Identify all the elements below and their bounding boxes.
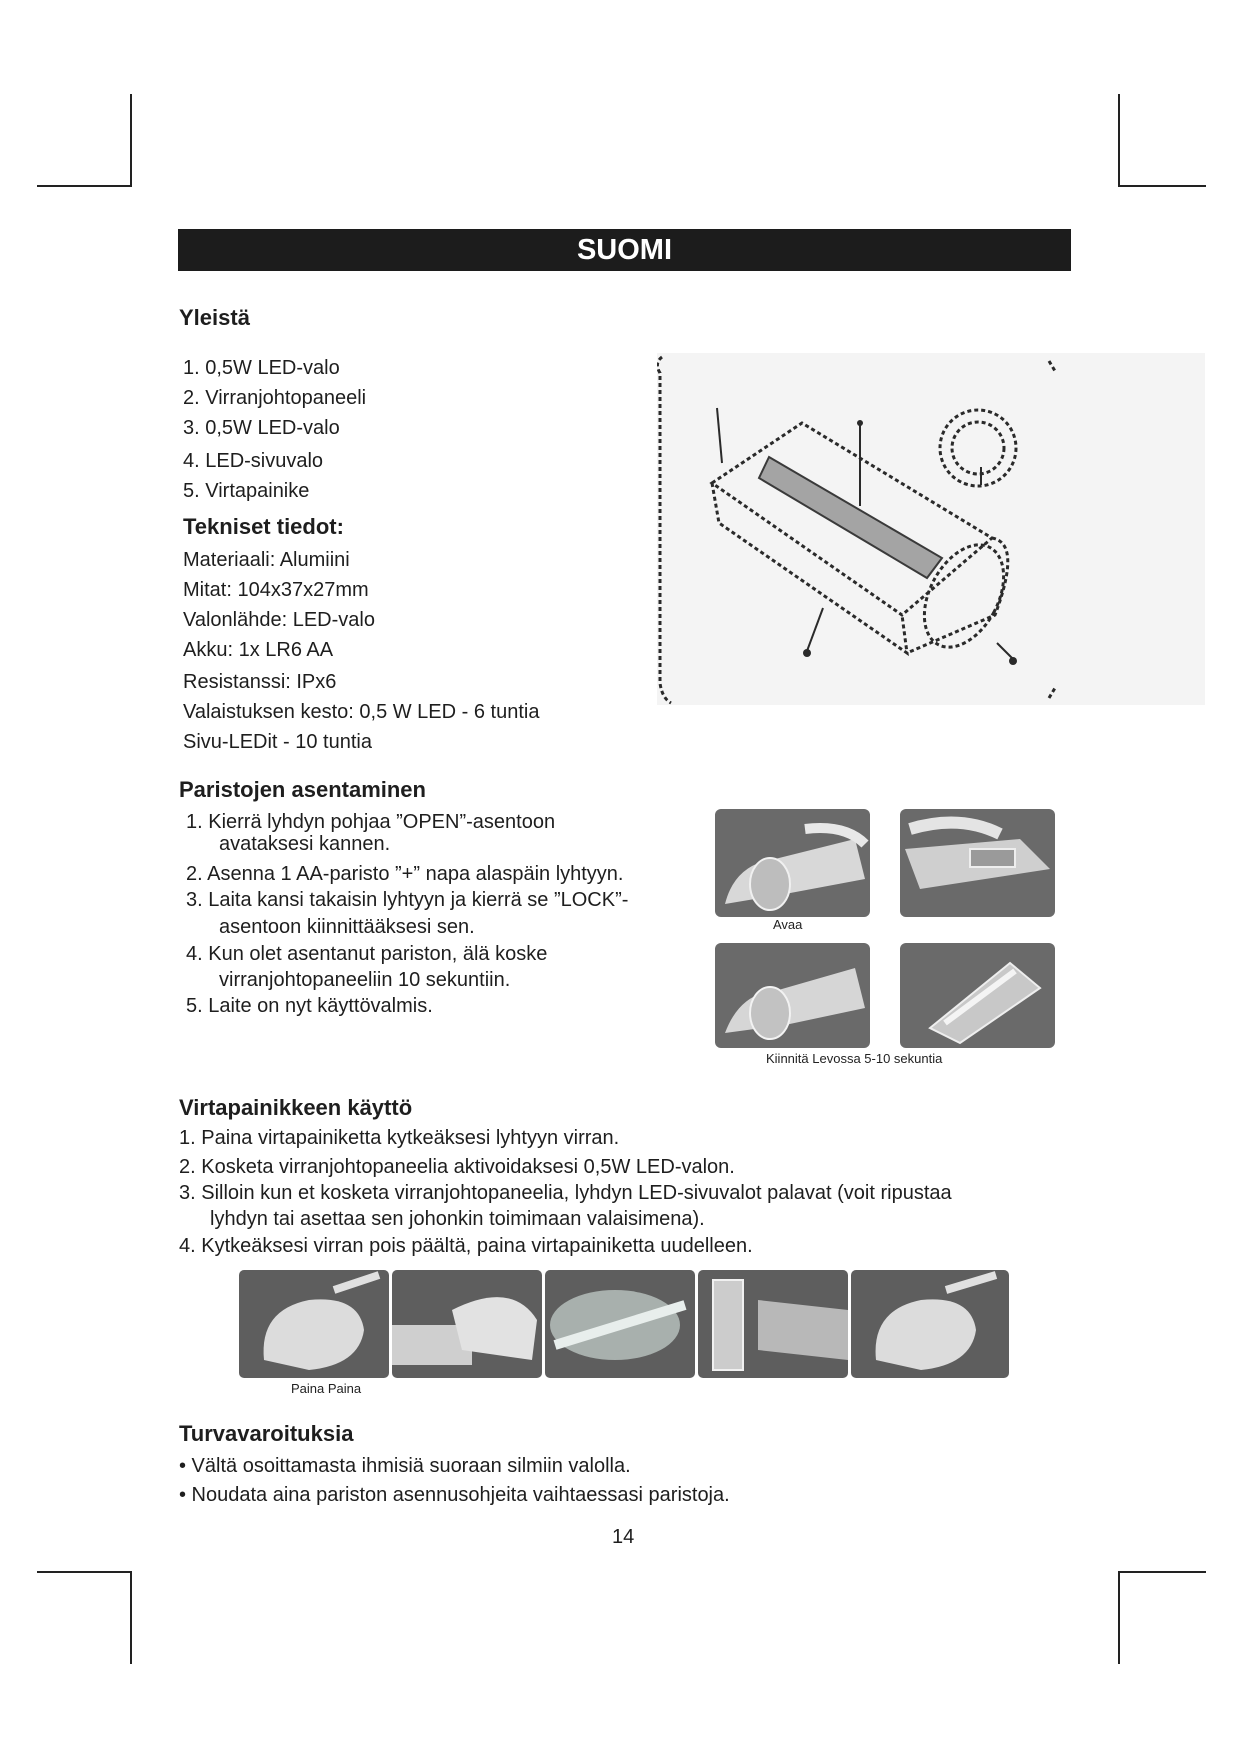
power-heading: Virtapainikkeen käyttö (179, 1095, 413, 1120)
photo-touch-panel (392, 1270, 542, 1378)
crop-mark-top-right-v (1118, 94, 1120, 186)
photo-insert-battery (900, 809, 1055, 917)
spec-line: Akku: 1x LR6 AA (183, 639, 334, 661)
photo-press-off (851, 1270, 1009, 1378)
photo-led-on (545, 1270, 695, 1378)
part-item: 5. Virtapainike (183, 480, 310, 502)
language-banner: SUOMI (178, 229, 1071, 271)
crop-mark-top-left-h (37, 185, 132, 187)
power-step: lyhdyn tai asettaa sen johonkin toimimaan valaisimena). (210, 1208, 705, 1230)
photo-side-leds (698, 1270, 848, 1378)
crop-mark-top-left-v (130, 94, 132, 186)
crop-mark-bottom-left-h (37, 1571, 132, 1573)
power-photo-strip (239, 1270, 1009, 1378)
battery-step: 4. Kun olet asentanut pariston, älä koske (186, 943, 548, 965)
spec-line: Resistanssi: IPx6 (183, 671, 337, 693)
power-step: 3. Silloin kun et kosketa virranjohtopaneelia, lyhdyn LED-sivuvalot palavat (voit ripustaa (179, 1182, 952, 1204)
part-item: 4. LED-sivuvalo (183, 450, 324, 472)
caption-press: Paina Paina (291, 1381, 362, 1396)
part-item: 1. 0,5W LED-valo (183, 357, 340, 379)
safety-item: • Vältä osoittamasta ihmisiä suoraan silmiin valolla. (179, 1455, 631, 1477)
power-step: 2. Kosketa virranjohtopaneelia aktivoidaksesi 0,5W LED-valon. (179, 1156, 735, 1178)
safety-heading: Turvavaroituksia (179, 1421, 354, 1446)
photo-lantern-ready (900, 943, 1055, 1048)
battery-step: 3. Laita kansi takaisin lyhtyyn ja kierrä se ”LOCK”- (186, 889, 629, 911)
spec-line: Mitat: 104x37x27mm (183, 579, 369, 601)
photo-press-button (239, 1270, 389, 1378)
spec-line: Sivu-LEDit - 10 tuntia (183, 731, 372, 753)
battery-step: 5. Laite on nyt käyttövalmis. (186, 995, 433, 1017)
spec-line: Valonlähde: LED-valo (183, 609, 375, 631)
general-heading: Yleistä (179, 305, 250, 330)
crop-mark-bottom-left-v (130, 1571, 132, 1664)
battery-step: avataksesi kannen. (219, 833, 391, 855)
crop-mark-top-right-h (1118, 185, 1206, 187)
battery-step: 2. Asenna 1 AA-paristo ”+” napa alaspäin lyhtyyn. (186, 863, 624, 885)
battery-heading: Paristojen asentaminen (179, 777, 426, 802)
photo-open-cap (715, 809, 870, 917)
page-number: 14 (612, 1526, 635, 1548)
photo-close-cap (715, 943, 870, 1048)
battery-step: asentoon kiinnittääksesi sen. (219, 916, 475, 938)
spec-line: Materiaali: Alumiini (183, 549, 350, 571)
power-step: 1. Paina virtapainiketta kytkeäksesi lyhtyyn virran. (179, 1127, 620, 1149)
part-item: 3. 0,5W LED-valo (183, 417, 340, 439)
spec-line: Valaistuksen kesto: 0,5 W LED - 6 tuntia (183, 701, 540, 723)
part-item: 2. Virranjohtopaneeli (183, 387, 367, 409)
battery-step: 1. Kierrä lyhdyn pohjaa ”OPEN”-asentoon (186, 811, 556, 833)
power-step: 4. Kytkeäksesi virran pois päältä, paina virtapainiketta uudelleen. (179, 1235, 753, 1257)
safety-item: • Noudata aina pariston asennusohjeita vaihtaessasi paristoja. (179, 1484, 730, 1506)
battery-step: virranjohtopaneeliin 10 sekuntiin. (219, 969, 511, 991)
crop-mark-bottom-right-v (1118, 1571, 1120, 1664)
caption-lock: Kiinnitä Levossa 5-10 sekuntia (766, 1051, 943, 1066)
specs-heading: Tekniset tiedot: (183, 514, 344, 539)
caption-open: Avaa (773, 917, 803, 932)
lantern-diagram (657, 353, 1205, 705)
crop-mark-bottom-right-h (1118, 1571, 1206, 1573)
